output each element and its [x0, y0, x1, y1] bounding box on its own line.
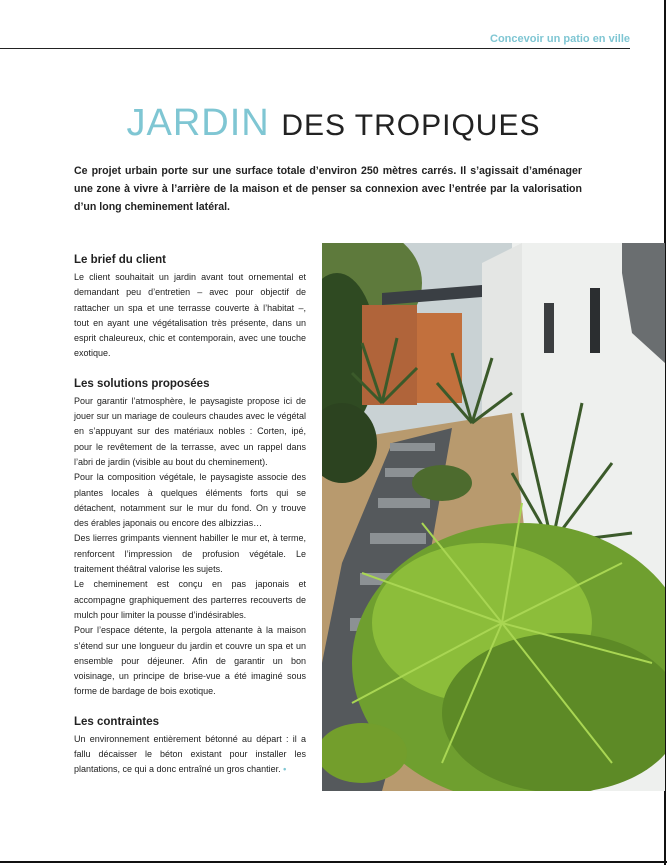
section-heading: Le brief du client [74, 254, 167, 266]
paragraph: Pour la composition végétale, le paysagiste associe des plantes locales à quelques éléments forts qui se détachent, notamment sur le mur du fond. On y trouve des érables japonais ou encore des albizzias… [74, 472, 306, 529]
article-title [0, 102, 667, 145]
paragraph: Le cheminement est conçu en pas japonais et accompagne graphiquement des parterres recouverts de mulch pour limiter la pousse d’indésirables. [74, 579, 306, 620]
paragraph [74, 732, 306, 778]
page-edge-bottom [0, 861, 667, 863]
intro-paragraph: Ce projet urbain porte sur une surface totale d’environ 250 mètres carrés. Il s’agissait d’aménager une zone à vivre à l’arrière de la maison et de penser sa connexion avec l’entrée par la valorisation d’un long cheminement latéral. [74, 165, 582, 213]
running-header: Concevoir un patio en ville [490, 33, 630, 45]
garden-photo [322, 243, 665, 791]
section-heading: Les solutions proposées [74, 377, 210, 390]
paragraph: Pour l’espace détente, la pergola attenante à la maison s’étend sur une longueur du jardin et couvre un spa et un ensemble pour déjeuner. Afin de garantir un bon voisinage, un principe de brise-vue a été imaginé sous forme de bardage de bois exotique. [74, 625, 306, 697]
paragraph: Des lierres grimpants viennent habiller le mur et, à terme, renforcent l’impression de profusion végétale. Le traitement théâtral valorise les sujets. [74, 533, 306, 575]
paragraph: Le client souhaitait un jardin avant tout ornemental et demandant peu d’entretien – avec pour objectif de rattacher un spa et une terrasse couverte à l’habitat –, tout en ayant une végétalisation très présente, dans un esprit chaleureux, chic et contemporain, avec une touche exotique. [74, 272, 306, 359]
header-rule [0, 48, 630, 49]
section-solutions [74, 376, 306, 700]
section-heading: Les contraintes [74, 715, 159, 728]
title-accent: JARDIN [126, 102, 270, 144]
paragraph: Pour garantir l’atmosphère, le paysagiste propose ici de jouer sur un mariage de couleurs chaudes avec le végétal en s’appuyant sur des matériaux nobles : Corten, ipé, pour le revêtement de la terrasse, avec un rappel dans l’abri de jardin (visible au bout du cheminement). [74, 395, 306, 467]
paragraph-text: Un environnement entièrement bétonné au départ : il a fallu décaisser le béton existant pour installer les plantations, ce qui a donc entraîné un gros chantier. [74, 733, 306, 775]
end-mark: • [283, 764, 287, 775]
section-constraints [74, 714, 306, 778]
section-brief [74, 252, 306, 362]
title-rest: DES TROPIQUES [281, 109, 541, 142]
article-body [74, 252, 306, 778]
